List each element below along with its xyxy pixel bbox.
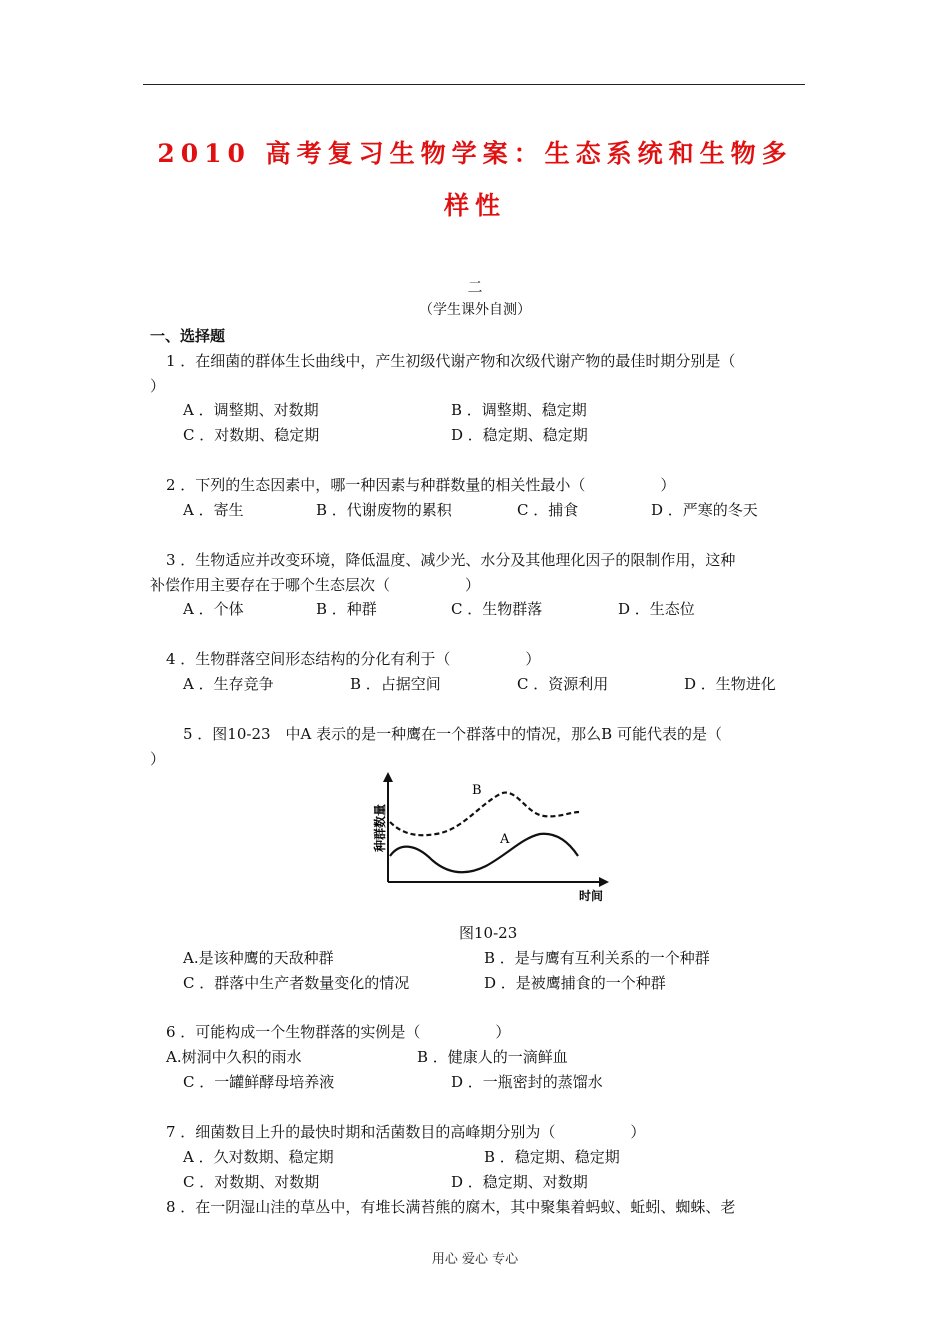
question-2-option-b: B ．代谢废物的累积 xyxy=(316,501,452,519)
question-3-option-d: D ．生态位 xyxy=(618,600,695,618)
y-axis-arrow xyxy=(383,772,393,782)
question-1-stem-cont: ） xyxy=(150,377,166,395)
question-6-option-b: B ．健康人的一滴鲜血 xyxy=(417,1048,568,1066)
question-2-option-d: D ．严寒的冬天 xyxy=(651,501,758,519)
x-axis-label: 时间 xyxy=(579,889,604,903)
document-title xyxy=(150,128,800,232)
curve-a-label: A xyxy=(500,832,510,847)
question-3-option-c: C ．生物群落 xyxy=(451,600,543,618)
curve-a xyxy=(390,834,578,872)
page-footer: 用心 爱心 专心 xyxy=(431,1252,519,1267)
question-6-stem: 6 ．可能构成一个生物群落的实例是（ ） xyxy=(166,1023,511,1041)
question-4-option-d: D ．生物进化 xyxy=(684,675,776,693)
question-8-stem: 8 ．在一阴湿山洼的草丛中，有堆长满苔熊的腐木，其中聚集着蚂蚁、蚯蚓、蜘蛛、老 xyxy=(166,1198,736,1216)
question-3-stem: 3 ．生物适应并改变环境，降低温度、减少光、水分及其他理化因子的限制作用，这种 xyxy=(166,551,736,569)
population-figure xyxy=(366,770,616,906)
question-1-option-a: A ．调整期、对数期 xyxy=(183,401,319,419)
section-number: 二 xyxy=(467,278,483,296)
question-5-option-a: A.是该种鹰的天敌种群 xyxy=(183,949,334,967)
question-3-option-a: A ．个体 xyxy=(183,600,244,618)
y-axis-label: 种群数量 xyxy=(373,803,387,853)
question-1-option-c: C ．对数期、稳定期 xyxy=(183,426,320,444)
question-3-stem-cont: 补偿作用主要存在于哪个生态层次（ ） xyxy=(150,576,481,594)
question-7-option-b: B ．稳定期、稳定期 xyxy=(484,1148,620,1166)
question-1-option-d: D ．稳定期、稳定期 xyxy=(451,426,588,444)
question-1-stem: 1 ．在细菌的群体生长曲线中，产生初级代谢产物和次级代谢产物的最佳时期分别是（ xyxy=(166,352,736,370)
question-6-option-d: D ．一瓶密封的蒸馏水 xyxy=(451,1073,603,1091)
question-4-option-c: C ．资源利用 xyxy=(517,675,609,693)
question-6-option-c: C ．一罐鲜酵母培养液 xyxy=(183,1073,335,1091)
question-7-stem: 7 ．细菌数目上升的最快时期和活菌数目的高峰期分别为（ ） xyxy=(166,1123,646,1141)
question-5-option-d: D ．是被鹰捕食的一个种群 xyxy=(484,974,666,992)
question-4-option-b: B ．占据空间 xyxy=(350,675,441,693)
header-rule xyxy=(143,84,805,85)
question-5-option-b: B ．是与鹰有互利关系的一个种群 xyxy=(484,949,710,967)
curve-b xyxy=(390,793,580,836)
question-4-stem: 4 ．生物群落空间形态结构的分化有利于（ ） xyxy=(166,650,541,668)
question-5-stem-cont: ） xyxy=(150,750,166,768)
question-1-option-b: B ．调整期、稳定期 xyxy=(451,401,587,419)
figure-caption: 图10-23 xyxy=(459,924,518,942)
x-axis-arrow xyxy=(599,877,609,887)
question-2-stem: 2 ．下列的生态因素中，哪一种因素与种群数量的相关性最小（ ） xyxy=(166,476,676,494)
section-subtitle: （学生课外自测） xyxy=(419,302,531,318)
title-line-1: 2010 高考复习生物学案：生态系统和生物多 xyxy=(157,139,793,168)
question-7-option-c: C ．对数期、对数期 xyxy=(183,1173,320,1191)
curve-b-label: B xyxy=(472,783,482,798)
question-7-option-a: A ．久对数期、稳定期 xyxy=(183,1148,334,1166)
question-3-option-b: B ．种群 xyxy=(316,600,377,618)
section-heading: 一、选择题 xyxy=(150,327,226,345)
question-5-stem: 5 ．图10-23 中A 表示的是一种鹰在一个群落中的情况，那么B 可能代表的是（ xyxy=(183,725,722,743)
question-5-option-c: C ．群落中生产者数量变化的情况 xyxy=(183,974,410,992)
title-line-2: 样性 xyxy=(443,191,506,220)
question-4-option-a: A ．生存竞争 xyxy=(183,675,274,693)
question-6-option-a: A.树洞中久积的雨水 xyxy=(166,1048,302,1066)
question-2-option-c: C ．捕食 xyxy=(517,501,579,519)
question-7-option-d: D ．稳定期、对数期 xyxy=(451,1173,588,1191)
question-2-option-a: A ．寄生 xyxy=(183,501,244,519)
